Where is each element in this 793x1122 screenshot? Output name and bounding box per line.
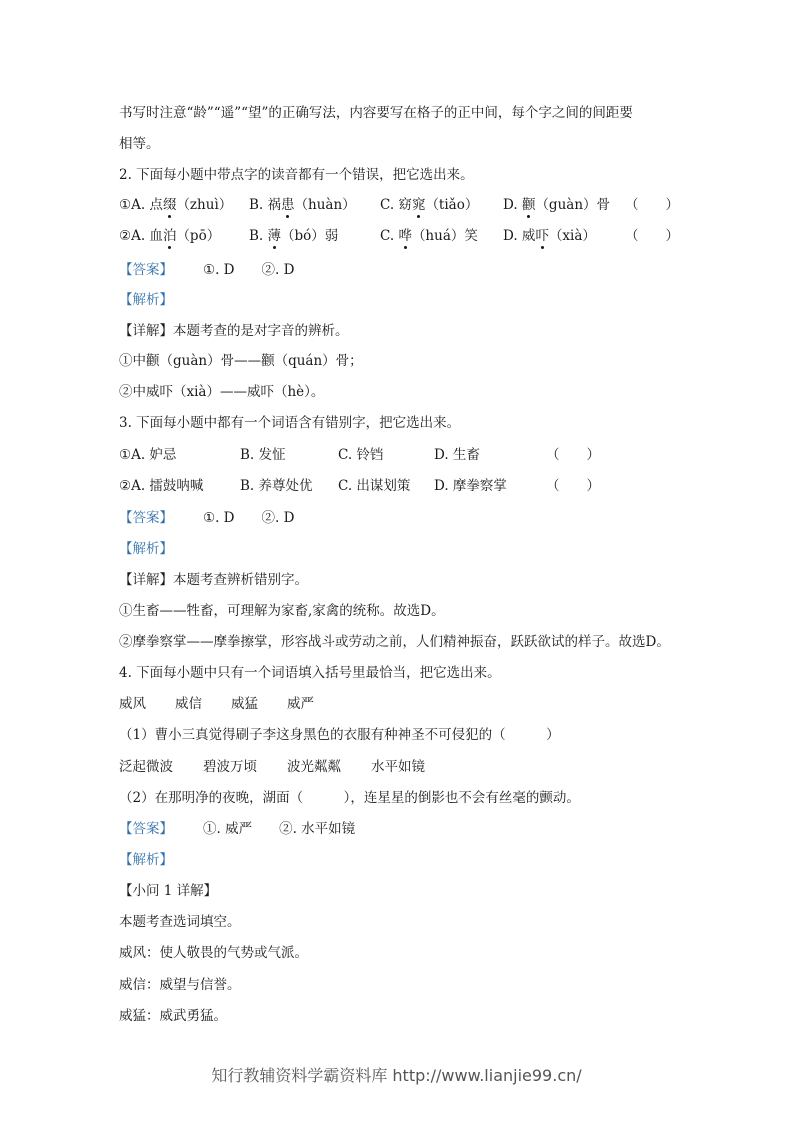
option-text: （guàn）骨 (535, 197, 611, 213)
option-d: D. 生畜 (434, 447, 480, 463)
dotted-char: 薄 (267, 228, 282, 244)
text-line: 威风：使人敬畏的气势或气派。 (119, 945, 308, 961)
question-2-options-2 (119, 227, 679, 245)
text-line: ①生畜——牲畜，可理解为家畜,家禽的统称。故选D。 (119, 603, 445, 619)
option-a: ①A. 点 (119, 197, 163, 213)
option-c: C. 铃铛 (338, 447, 384, 463)
answer-text: ①. 威严 ②. 水平如镜 (203, 821, 356, 837)
answer-tag: 【答案】 (119, 510, 173, 526)
text-line: ②摩拳察掌——摩拳擦掌，形容战斗或劳动之前，人们精神振奋，跃跃欲试的样子。故选D。 (119, 634, 670, 650)
option-text: （bó）弱 (281, 228, 339, 244)
option-b: B. 养尊处优 (240, 478, 313, 494)
option-d: D. 威 (503, 228, 536, 244)
detail-text: 本题考查辨析错别字。 (173, 572, 308, 588)
dotted-char: 哗 (398, 228, 412, 244)
answer-tag: 【答案】 (119, 262, 173, 278)
sub-question-heading: 【小问 1 详解】 (119, 883, 218, 899)
word-choice: 威风 (119, 696, 146, 712)
question-2-options-1 (119, 196, 679, 214)
word-choice: 威严 (287, 696, 314, 712)
detail-line (119, 322, 349, 340)
option-b: B. 祸 (249, 197, 282, 213)
text-line: ②中威吓（xià）——威吓（hè）。 (119, 384, 325, 400)
answer-blank: （ ） (625, 197, 679, 213)
word-choice: 威猛 (231, 696, 258, 712)
answer-text: ①. D ②. D (203, 262, 295, 278)
footer-watermark: 知行教辅资料学霸资料库 http://www.lianjie99.cn/ (211, 1066, 582, 1085)
word-choices-1 (119, 695, 314, 713)
word-choice: 威信 (175, 696, 202, 712)
word-choice: 碧波万顷 (203, 759, 257, 775)
word-choice: 水平如镜 (371, 759, 425, 775)
option-a: ①A. 妒忌 (119, 447, 177, 463)
dotted-char: 颧 (521, 197, 536, 213)
sentence-2: （2）在那明净的夜晚，湖面（ ），连星星的倒影也不会有丝毫的颤动。 (119, 790, 580, 806)
answer-tag: 【答案】 (119, 821, 173, 837)
answer-blank: （ ） (546, 447, 600, 463)
option-d: D. (503, 197, 522, 213)
answer-blank: （ ） (546, 478, 600, 494)
question-4-title: 4. 下面每小题中只有一个词语填入括号里最恰当，把它选出来。 (119, 665, 501, 681)
detail-text: 本题考查的是对字音的辨析。 (173, 323, 349, 339)
detail-line (119, 571, 308, 589)
option-a: ②A. 擂鼓呐喊 (119, 478, 204, 494)
option-text: （huàn） (294, 197, 356, 213)
text-line: 书写时注意“龄”“遥”“望”的正确写法，内容要写在格子的正中间，每个字之间的间距要 (119, 105, 633, 121)
analysis-tag: 【解析】 (119, 541, 173, 557)
option-a: ②A. 血 (119, 228, 163, 244)
word-choice: 泛起微波 (119, 759, 173, 775)
option-c: C. (380, 228, 399, 244)
question-3-options-1 (119, 446, 600, 464)
question-2-title: 2. 下面每小题中带点字的读音都有一个错误，把它选出来。 (119, 167, 474, 183)
detail-tag: 【详解】 (119, 572, 173, 588)
text-line: 相等。 (119, 136, 160, 152)
option-c: C. 窈 (380, 197, 412, 213)
sentence-1: （1）曹小三真觉得刷子李这身黑色的衣服有种神圣不可侵犯的（ ） (119, 727, 560, 743)
option-b: B. (249, 228, 268, 244)
dotted-char: 缀 (162, 197, 177, 213)
option-text: （xià） (548, 228, 596, 244)
word-choice: 波光粼粼 (287, 759, 341, 775)
text-line: ①中颧（guàn）骨——颧（quán）骨； (119, 353, 363, 369)
text-line: 本题考查选词填空。 (119, 914, 241, 930)
dotted-char: 泊 (162, 228, 177, 244)
text-line: 威猛：威武勇猛。 (119, 1008, 227, 1024)
dotted-char: 窕 (411, 197, 426, 213)
option-c: C. 出谋划策 (338, 478, 411, 494)
answer-line (119, 261, 294, 279)
question-3-title: 3. 下面每小题中都有一个词语含有错别字，把它选出来。 (119, 415, 461, 431)
answer-text: ①. D ②. D (203, 510, 295, 526)
answer-line (119, 509, 294, 527)
option-d: D. 摩拳察掌 (434, 478, 507, 494)
answer-line (119, 820, 355, 838)
option-b: B. 发怔 (240, 447, 286, 463)
question-3-options-2 (119, 477, 600, 495)
option-text: （pō） (176, 228, 221, 244)
option-text: （tiǎo） (425, 197, 479, 213)
analysis-tag: 【解析】 (119, 292, 173, 308)
option-text: （huá）笑 (411, 228, 478, 244)
text-line: 威信：威望与信誉。 (119, 977, 241, 993)
detail-tag: 【详解】 (119, 323, 173, 339)
word-choices-2 (119, 758, 425, 776)
answer-blank: （ ） (625, 228, 679, 244)
dotted-char: 吓 (535, 228, 549, 244)
dotted-char: 患 (281, 197, 295, 213)
analysis-tag: 【解析】 (119, 852, 173, 868)
option-text: （zhuì） (176, 197, 233, 213)
